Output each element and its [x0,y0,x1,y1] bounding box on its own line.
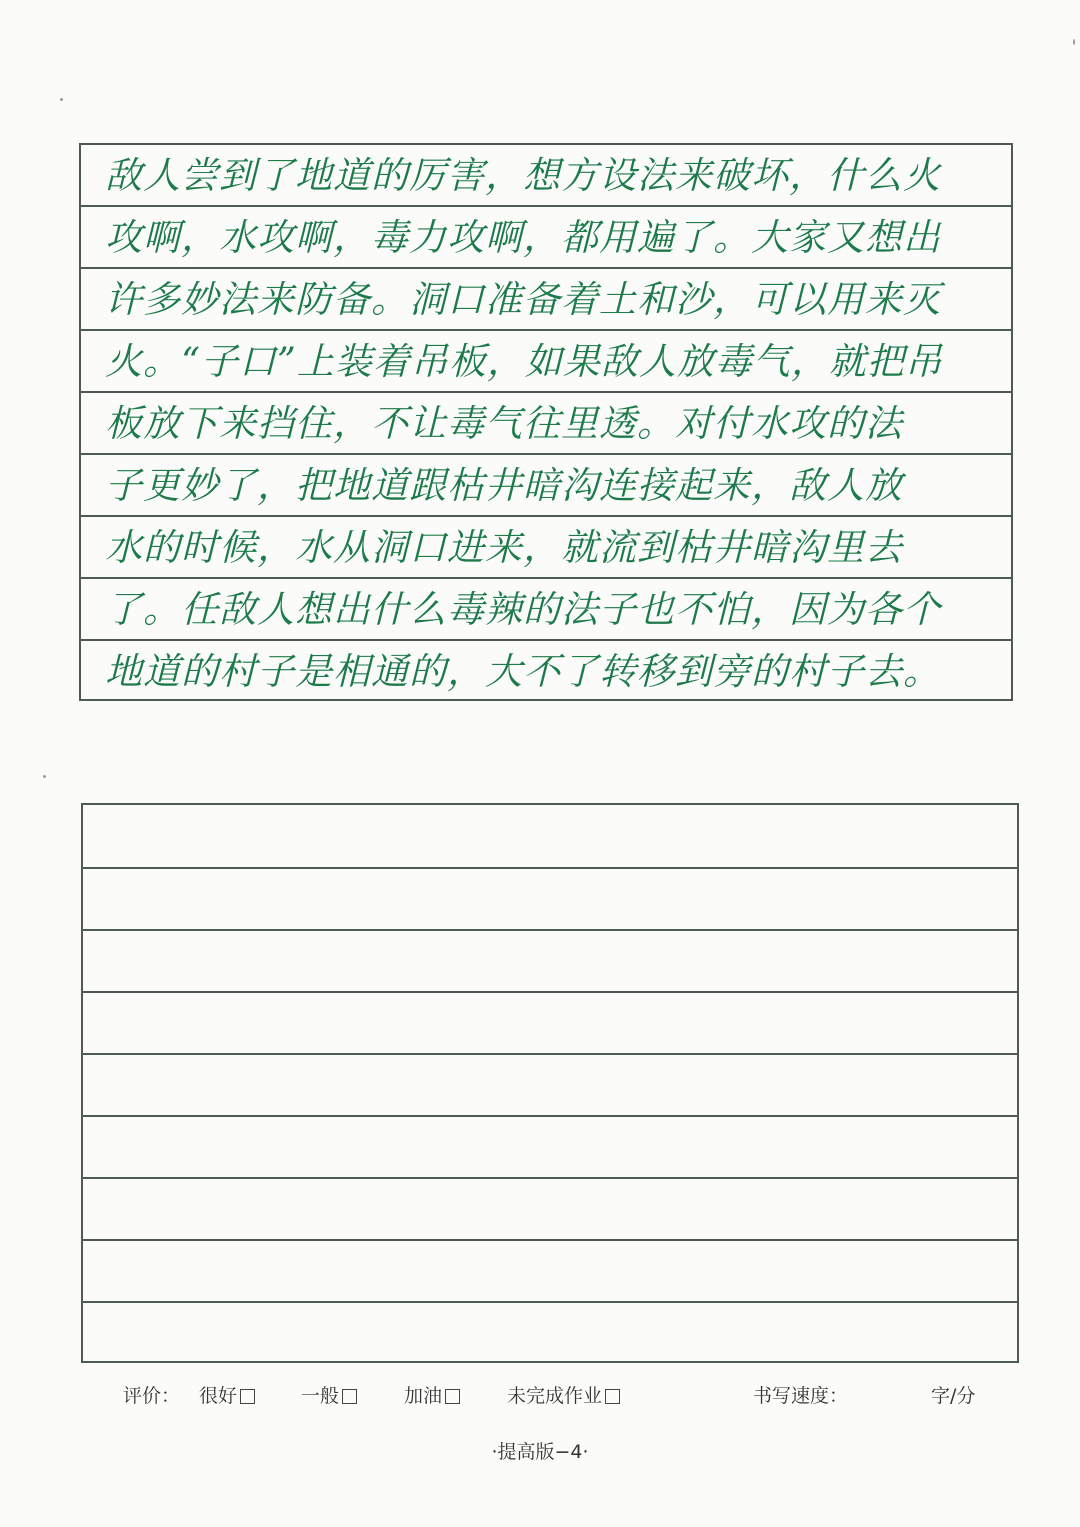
checkbox[interactable] [240,1389,255,1404]
checkbox[interactable] [605,1389,620,1404]
written-line [81,393,1011,455]
writing-speed-label: 书写速度： [753,1385,849,1407]
written-line-text: 许多妙法来防备。洞口准备着土和沙，可以用来灭 [105,278,941,321]
ruled-line [83,1177,1017,1179]
checkbox[interactable] [342,1389,357,1404]
page-number: ·提高版−4· [491,1441,589,1463]
evaluation-label: 评价： [123,1385,181,1407]
ruled-line [83,1301,1017,1303]
checkbox[interactable] [445,1389,460,1404]
written-line-text: 地道的村子是相通的，大不了转移到旁的村子去。 [105,650,941,693]
ruled-line [83,1053,1017,1055]
scan-speck [60,98,63,101]
written-line [81,145,1011,207]
ruled-line [83,867,1017,869]
ruled-line [83,1239,1017,1241]
evaluation-option-label: 很好 [199,1385,238,1407]
evaluation-option-keep-going[interactable] [404,1381,460,1411]
blank-practice-box [81,803,1019,1363]
evaluation-option-label: 未完成作业 [507,1385,603,1407]
evaluation-option-very-good[interactable] [199,1381,255,1411]
handwritten-passage-box [79,143,1013,701]
ruled-line [83,1115,1017,1117]
written-line [81,579,1011,641]
evaluation-option-label: 一般 [301,1385,340,1407]
written-line-text: 火。“子口”上装着吊板，如果敌人放毒气，就把吊 [105,340,943,383]
ruled-line [83,929,1017,931]
written-line-text: 子更妙了，把地道跟枯井暗沟连接起来，敌人放 [105,464,903,507]
written-line-text: 攻啊，水攻啊，毒力攻啊，都用遍了。大家又想出 [105,216,941,259]
evaluation-row [123,1381,993,1411]
ruled-line [83,991,1017,993]
written-line-text: 了。任敌人想出什么毒辣的法子也不怕，因为各个 [105,588,941,631]
scan-speck [1073,39,1075,45]
written-line-text: 水的时候，水从洞口进来，就流到枯井暗沟里去 [105,526,903,569]
written-line-text: 板放下来挡住，不让毒气往里透。对付水攻的法 [105,402,903,445]
written-line [81,641,1011,703]
evaluation-option-label: 加油 [404,1385,443,1407]
evaluation-option-average[interactable] [301,1381,357,1411]
written-line [81,207,1011,269]
written-line [81,455,1011,517]
written-line-text: 敌人尝到了地道的厉害，想方设法来破坏，什么火 [105,154,941,197]
evaluation-option-incomplete[interactable] [507,1381,620,1411]
writing-speed-unit: 字/分 [931,1385,976,1407]
written-line [81,269,1011,331]
written-line [81,517,1011,579]
scan-speck [43,775,46,778]
written-line [81,331,1011,393]
